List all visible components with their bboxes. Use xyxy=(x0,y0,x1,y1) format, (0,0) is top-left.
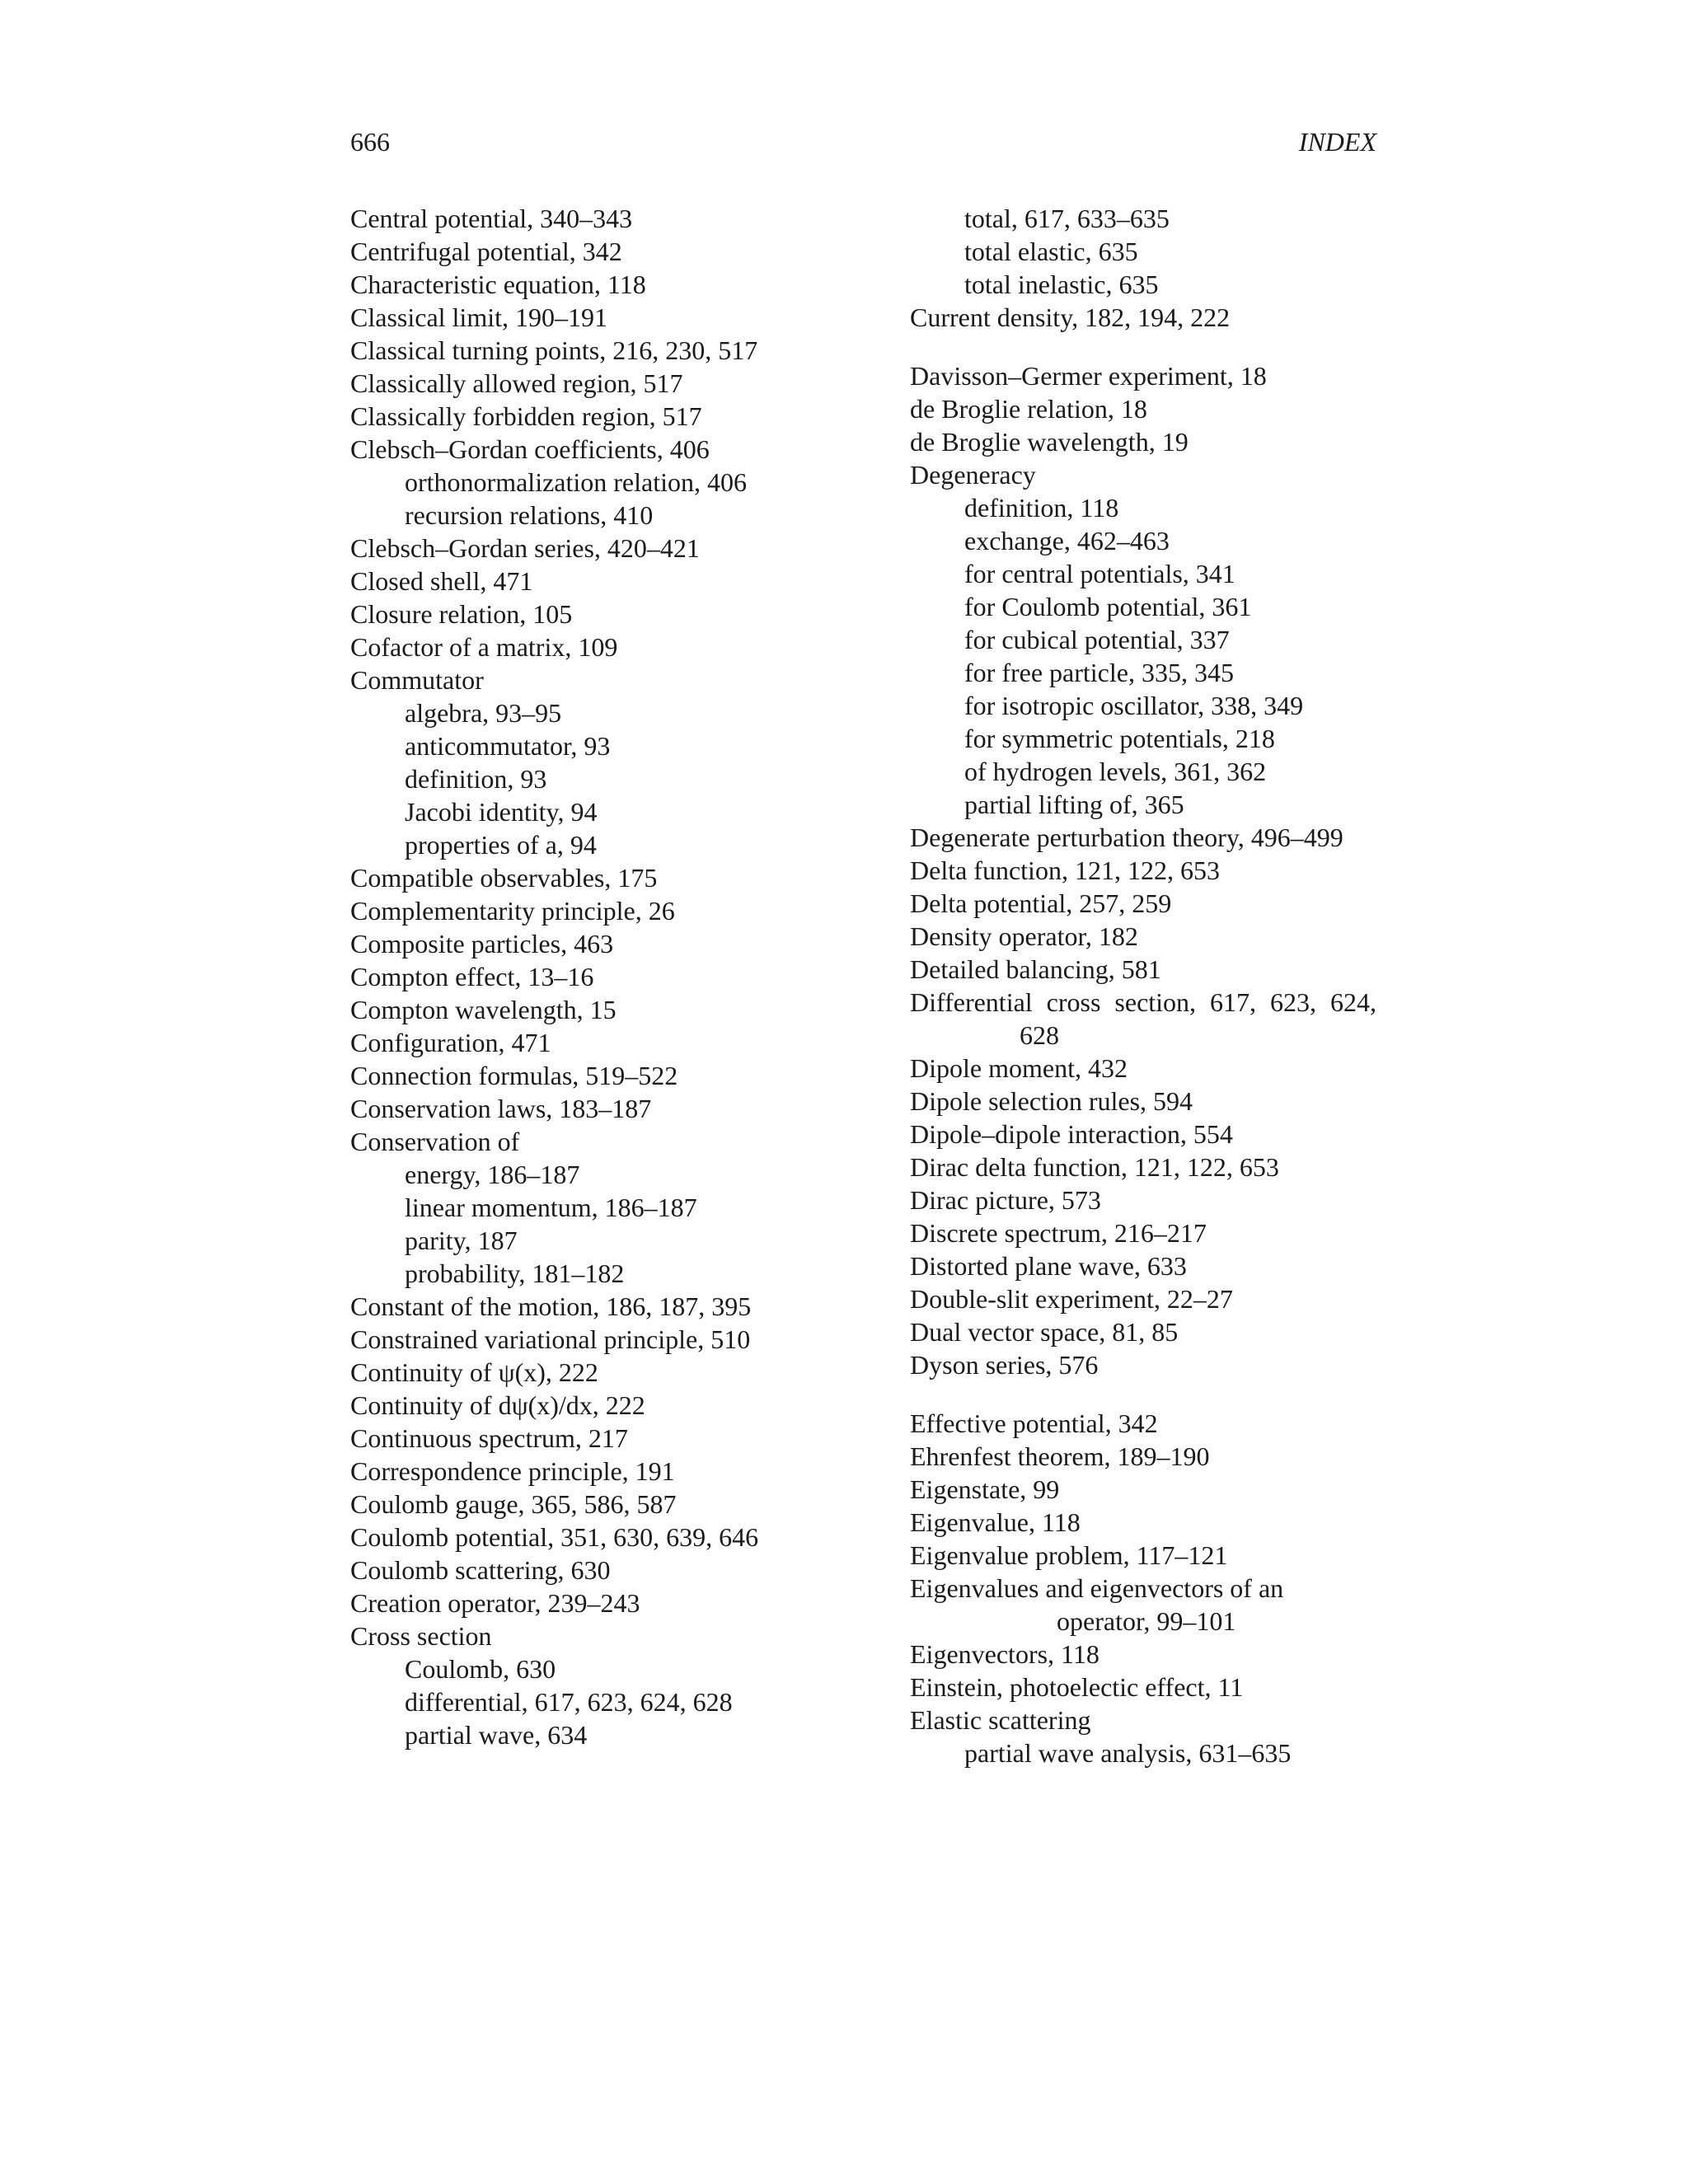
index-entry: Eigenvalue problem, 117–121 xyxy=(910,1540,1228,1570)
index-subentry: for isotropic oscillator, 338, 349 xyxy=(964,691,1304,720)
index-entry-continuation: 628 xyxy=(1020,1020,1059,1050)
index-entry: Degeneracy xyxy=(910,460,1036,490)
index-subentry: Coulomb, 630 xyxy=(405,1654,556,1684)
index-entry: Differential cross section, 617, 623, 624, xyxy=(910,987,1376,1017)
index-subentry: total, 617, 633–635 xyxy=(964,204,1170,233)
index-column-left xyxy=(350,202,845,1751)
index-entry: Centrifugal potential, 342 xyxy=(350,237,622,266)
index-entry: Degenerate perturbation theory, 496–499 xyxy=(910,823,1343,852)
index-subentry: recursion relations, 410 xyxy=(405,500,654,530)
index-column-right xyxy=(910,202,1380,1769)
index-subentry: properties of a, 94 xyxy=(405,830,597,860)
page-number: 666 xyxy=(350,127,390,157)
index-entry: Dyson series, 576 xyxy=(910,1350,1099,1380)
index-entry: Effective potential, 342 xyxy=(910,1408,1158,1438)
index-entry: Dipole moment, 432 xyxy=(910,1053,1128,1083)
index-entry: Configuration, 471 xyxy=(350,1028,551,1057)
index-entry: Creation operator, 239–243 xyxy=(350,1588,640,1618)
index-entry-continuation: operator, 99–101 xyxy=(1057,1606,1236,1636)
index-entry: Conservation of xyxy=(350,1127,520,1156)
index-entry: Einstein, photoelectic effect, 11 xyxy=(910,1672,1244,1702)
index-entry: de Broglie relation, 18 xyxy=(910,394,1147,424)
index-entry: Elastic scattering xyxy=(910,1705,1091,1735)
index-subentry: definition, 93 xyxy=(405,764,547,794)
index-entry: Conservation laws, 183–187 xyxy=(350,1094,652,1123)
letter-group-gap xyxy=(910,1381,1380,1407)
index-subentry: partial wave analysis, 631–635 xyxy=(964,1738,1292,1768)
index-entry: Cofactor of a matrix, 109 xyxy=(350,632,618,662)
index-subentry: differential, 617, 623, 624, 628 xyxy=(405,1687,733,1717)
index-entry: Clebsch–Gordan series, 420–421 xyxy=(350,533,700,563)
index-entry: Compatible observables, 175 xyxy=(350,863,658,893)
index-entry: Delta function, 121, 122, 653 xyxy=(910,855,1220,885)
index-entry: Ehrenfest theorem, 189–190 xyxy=(910,1441,1210,1471)
index-entry: Classically forbidden region, 517 xyxy=(350,401,702,431)
index-entry: Classical limit, 190–191 xyxy=(350,302,607,332)
running-head xyxy=(350,125,1376,158)
index-entry: Distorted plane wave, 633 xyxy=(910,1251,1187,1281)
index-entry: Density operator, 182 xyxy=(910,921,1138,951)
index-entry: Compton effect, 13–16 xyxy=(350,962,594,991)
index-entry: Clebsch–Gordan coefficients, 406 xyxy=(350,434,710,464)
index-entry: Connection formulas, 519–522 xyxy=(350,1061,678,1090)
index-entry: Continuous spectrum, 217 xyxy=(350,1423,628,1453)
index-entry: Constrained variational principle, 510 xyxy=(350,1324,751,1354)
index-entry: Dirac picture, 573 xyxy=(910,1185,1101,1215)
index-entry: Discrete spectrum, 216–217 xyxy=(910,1218,1207,1248)
index-entry: Characteristic equation, 118 xyxy=(350,269,646,299)
index-subentry: Jacobi identity, 94 xyxy=(405,797,598,827)
index-entry: Coulomb gauge, 365, 586, 587 xyxy=(350,1489,677,1519)
index-entry: Current density, 182, 194, 222 xyxy=(910,302,1231,332)
index-entry: Dirac delta function, 121, 122, 653 xyxy=(910,1152,1279,1182)
index-entry: Coulomb potential, 351, 630, 639, 646 xyxy=(350,1522,759,1552)
index-subentry: anticommutator, 93 xyxy=(405,731,611,761)
index-entry: Commutator xyxy=(350,665,484,695)
index-subentry: for cubical potential, 337 xyxy=(964,625,1230,654)
index-entry: Correspondence principle, 191 xyxy=(350,1456,675,1486)
index-entry: de Broglie wavelength, 19 xyxy=(910,427,1189,457)
index-subentry: total elastic, 635 xyxy=(964,237,1138,266)
index-subentry: for Coulomb potential, 361 xyxy=(964,592,1252,621)
index-entry: Composite particles, 463 xyxy=(350,929,614,958)
index-entry: Eigenstate, 99 xyxy=(910,1474,1060,1504)
index-entry: Delta potential, 257, 259 xyxy=(910,888,1172,918)
index-entry: Continuity of ψ(x), 222 xyxy=(350,1357,598,1387)
index-entry: Dipole–dipole interaction, 554 xyxy=(910,1119,1233,1149)
index-entry: Dipole selection rules, 594 xyxy=(910,1086,1193,1116)
index-subentry: definition, 118 xyxy=(964,493,1119,523)
index-entry: Dual vector space, 81, 85 xyxy=(910,1317,1179,1347)
index-entry: Eigenvalues and eigenvectors of an xyxy=(910,1573,1284,1603)
index-subentry: total inelastic, 635 xyxy=(964,269,1159,299)
index-entry: Closure relation, 105 xyxy=(350,599,573,629)
index-entry: Eigenvectors, 118 xyxy=(910,1639,1100,1669)
index-entry: Davisson–Germer experiment, 18 xyxy=(910,361,1267,391)
index-subentry: parity, 187 xyxy=(405,1226,518,1255)
index-subentry: orthonormalization relation, 406 xyxy=(405,467,747,497)
index-entry: Closed shell, 471 xyxy=(350,566,533,596)
index-entry: Constant of the motion, 186, 187, 395 xyxy=(350,1291,752,1321)
index-subentry: for central potentials, 341 xyxy=(964,559,1236,588)
index-entry: Classical turning points, 216, 230, 517 xyxy=(350,335,758,365)
index-entry: Detailed balancing, 581 xyxy=(910,954,1161,984)
index-subentry: probability, 181–182 xyxy=(405,1258,625,1288)
index-entry: Central potential, 340–343 xyxy=(350,204,633,233)
index-subentry: linear momentum, 186–187 xyxy=(405,1193,697,1222)
index-entry: Cross section xyxy=(350,1621,492,1651)
index-entry: Continuity of dψ(x)/dx, 222 xyxy=(350,1390,645,1420)
section-title: INDEX xyxy=(1298,127,1376,157)
index-entry: Classically allowed region, 517 xyxy=(350,368,683,398)
index-entry: Complementarity principle, 26 xyxy=(350,896,675,926)
index-subentry: for symmetric potentials, 218 xyxy=(964,724,1275,753)
index-subentry: exchange, 462–463 xyxy=(964,526,1170,555)
index-subentry: of hydrogen levels, 361, 362 xyxy=(964,757,1267,786)
index-subentry: partial wave, 634 xyxy=(405,1720,588,1750)
index-entry: Eigenvalue, 118 xyxy=(910,1507,1081,1537)
index-subentry: algebra, 93–95 xyxy=(405,698,562,728)
index-entry: Double-slit experiment, 22–27 xyxy=(910,1284,1233,1314)
index-entry: Compton wavelength, 15 xyxy=(350,995,617,1024)
letter-group-gap xyxy=(910,334,1380,359)
index-subentry: energy, 186–187 xyxy=(405,1160,580,1189)
index-subentry: partial lifting of, 365 xyxy=(964,790,1184,819)
index-entry: Coulomb scattering, 630 xyxy=(350,1555,611,1585)
index-subentry: for free particle, 335, 345 xyxy=(964,658,1234,687)
